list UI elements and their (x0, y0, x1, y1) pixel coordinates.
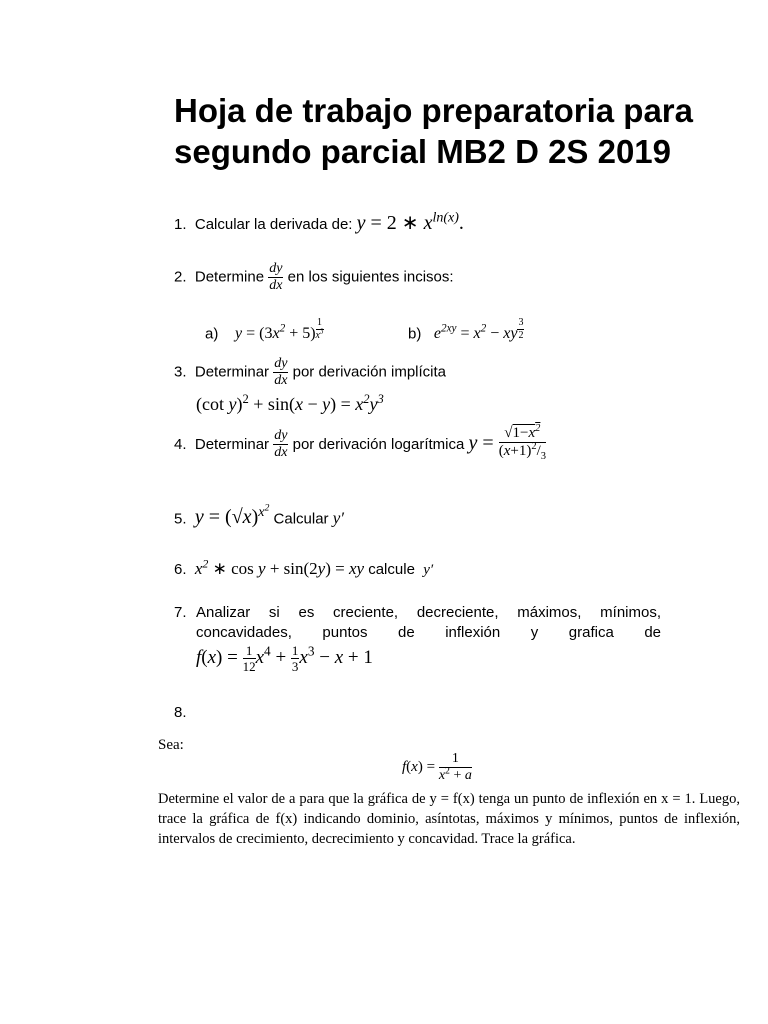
item-1 (174, 210, 464, 234)
item-text-after: en los siguientes incisos: (287, 268, 454, 286)
word: puntos (322, 624, 368, 641)
y-prime: y′ (332, 508, 344, 528)
dy-dx-fraction: $\frac{dy}{dx}$ (274, 356, 288, 388)
word: de (644, 624, 661, 641)
item-number: 3. (174, 363, 187, 381)
item-number: 5. (174, 510, 187, 528)
dy-dx-fraction: $\frac{dy}{dx}$ (269, 261, 283, 293)
word: creciente, (333, 604, 399, 621)
word: grafica (568, 624, 614, 641)
item-8-number: 8. (174, 704, 187, 721)
item-4 (174, 423, 547, 463)
item-text-before: Determine (194, 268, 265, 286)
item-number: 6. (174, 561, 187, 578)
word: concavidades, (196, 624, 292, 641)
item-text-after: por derivación implícita (292, 363, 447, 381)
word: y (530, 624, 539, 641)
item-7-line-1 (196, 604, 661, 622)
formula-6: $x^2$ ∗ cos y + sin(2y) = xy (194, 556, 365, 578)
item-text-after: calcule (368, 561, 415, 578)
item-number: 4. (174, 435, 187, 453)
word: Analizar (196, 604, 251, 621)
item-7-number: 7. (174, 604, 187, 621)
word: mínimos, (600, 604, 661, 621)
item-number: 2. (174, 268, 187, 286)
word: máximos, (517, 604, 582, 621)
page-title: Hoja de trabajo preparatoria para segundo parcial MB2 D 2S 2019 (174, 92, 693, 170)
y-prime: y′ (423, 562, 434, 578)
dy-dx-fraction: $\frac{dy}{dx}$ (274, 428, 288, 461)
formula-2b: $e^{2xy} = x^2$ − xy $^{\frac{3}{2}}$ (433, 317, 524, 343)
formula-2a: $y = (3x^2 + 5)$ $^{\frac{1}{x^3}}$ (235, 317, 324, 343)
problem-8-label: Sea: (158, 737, 184, 753)
item-3 (174, 357, 446, 388)
word: si (268, 604, 280, 621)
word: inflexión (445, 624, 501, 641)
item-5 (174, 502, 344, 529)
sub-label-a: a) (205, 325, 219, 343)
formula-5: $y = (√x)^{x^2}$ (194, 502, 270, 529)
item-2 (174, 262, 454, 293)
item-text-after: por derivación logarítmica (292, 435, 465, 453)
item-text-before: Determinar (194, 435, 270, 453)
item-2a (205, 318, 324, 343)
item-6 (174, 556, 434, 579)
formula-1: y = 2 ∗ $x^{ln(x)}$. (356, 210, 464, 234)
item-text-before: Determinar (194, 363, 270, 381)
word: es (298, 604, 315, 621)
item-number: 1. (174, 216, 187, 233)
item-2b (408, 318, 524, 343)
sub-label-b: b) (408, 325, 422, 343)
formula-3: (cot $y)^2 + \sin(x - y) = x^2y^3$ (196, 392, 384, 414)
problem-8-text: Determine el valor de a para que la gráfica de y = f(x) tenga un punto de inflexión en x = 1. Luego, trace la gráfica de f(x) indicando dominio, asíntotas, máximos y mínimos, puntos de inflexión, intervalos de crecimiento, decrecimiento y concavidad. Trace la gráfica. (158, 791, 740, 847)
formula-4: y = $\frac{√1-x^2}{(x+1)^2/_3}$ (468, 423, 547, 462)
item-text: Calcular la derivada de: (194, 216, 353, 233)
formula-7: f(x) = $\frac{1}{12}$ $x^4$ + $\frac{1}{3}$ $x^3 - x + 1$ (196, 643, 373, 674)
word: de (397, 624, 415, 641)
word: decreciente, (416, 604, 499, 621)
item-7-line-2 (196, 624, 661, 642)
formula-8: f(x) = $\frac{1}{x^2 + a}$ (402, 751, 472, 783)
item-text-after: Calcular (273, 510, 329, 528)
